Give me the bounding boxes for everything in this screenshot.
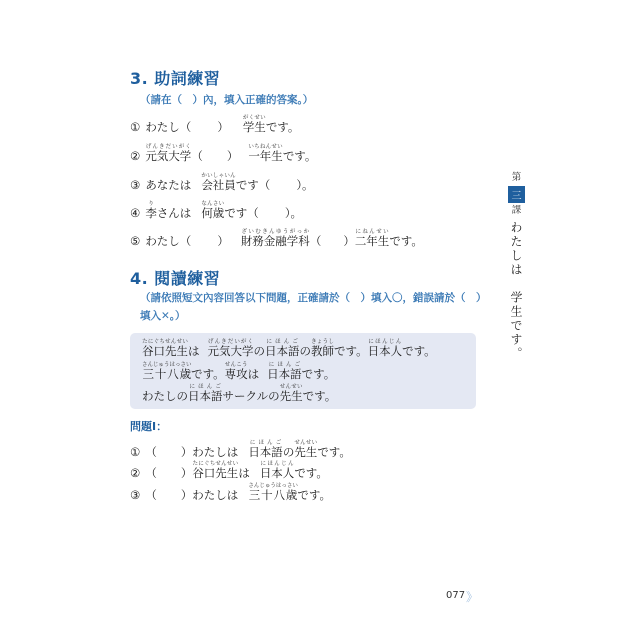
chapter-prefix: 第 <box>511 172 522 183</box>
chapter-side-tab <box>508 172 525 361</box>
chapter-title-vertical: わたしは 学生です。 <box>509 221 523 361</box>
section3-title: 3. 助詞練習 <box>130 69 221 88</box>
section4-title: 4. 閱讀練習 <box>130 269 221 288</box>
section3-instruction: （請在（ ）內，填入正確的答案。） <box>140 94 314 106</box>
question-heading: 問題Ⅰ： <box>130 420 168 433</box>
question-item-3: ③ （ ）わたしは 三十八歳さんじゅうはっさいです。 <box>130 483 331 502</box>
exercise-item-4: ④ 李りさんは 何歳なんさいです（ ）。 <box>130 201 303 220</box>
chapter-suffix: 課 <box>511 205 522 216</box>
chevron-right-icon: 》 <box>466 590 476 604</box>
exercise-item-1: ① わたし（ ） 学生がくせいです。 <box>130 115 300 134</box>
passage-line-1: 谷口先生たにぐちせんせいは 元気大学げんきだいがくの日本語にほんごの教師きょうしです。日本人にほんじんです。 <box>142 339 436 358</box>
section4-instruction-line1: （請依照短文內容回答以下問題，正確請於（ ）填入〇，錯誤請於（ ） <box>140 292 487 304</box>
exercise-item-5: ⑤ わたし（ ） 財務金融学科ざいむきんゆうがっか（ ）二年生にねんせいです。 <box>130 229 423 248</box>
exercise-item-2: ② 元気大学げんきだいがく（ ） 一年生いちねんせいです。 <box>130 144 317 163</box>
section4-instruction-line2: 填入✕。） <box>140 310 186 322</box>
chapter-number-box: 三 <box>508 186 525 203</box>
question-item-2: ② （ ）谷口先生たにぐちせんせいは 日本人にほんじんです。 <box>130 461 328 480</box>
exercise-item-3: ③ あなたは 会社員かいしゃいんです（ ）。 <box>130 173 314 192</box>
passage-line-2: 三十八歳さんじゅうはっさいです。専攻せんこうは 日本語にほんごです。 <box>142 362 336 381</box>
reading-passage-box <box>130 333 476 409</box>
passage-line-3: わたしの日本語にほんごサークルの先生せんせいです。 <box>142 384 337 403</box>
question-item-1: ① （ ）わたしは 日本語にほんごの先生せんせいです。 <box>130 440 351 459</box>
page-number: 077 <box>446 590 466 601</box>
